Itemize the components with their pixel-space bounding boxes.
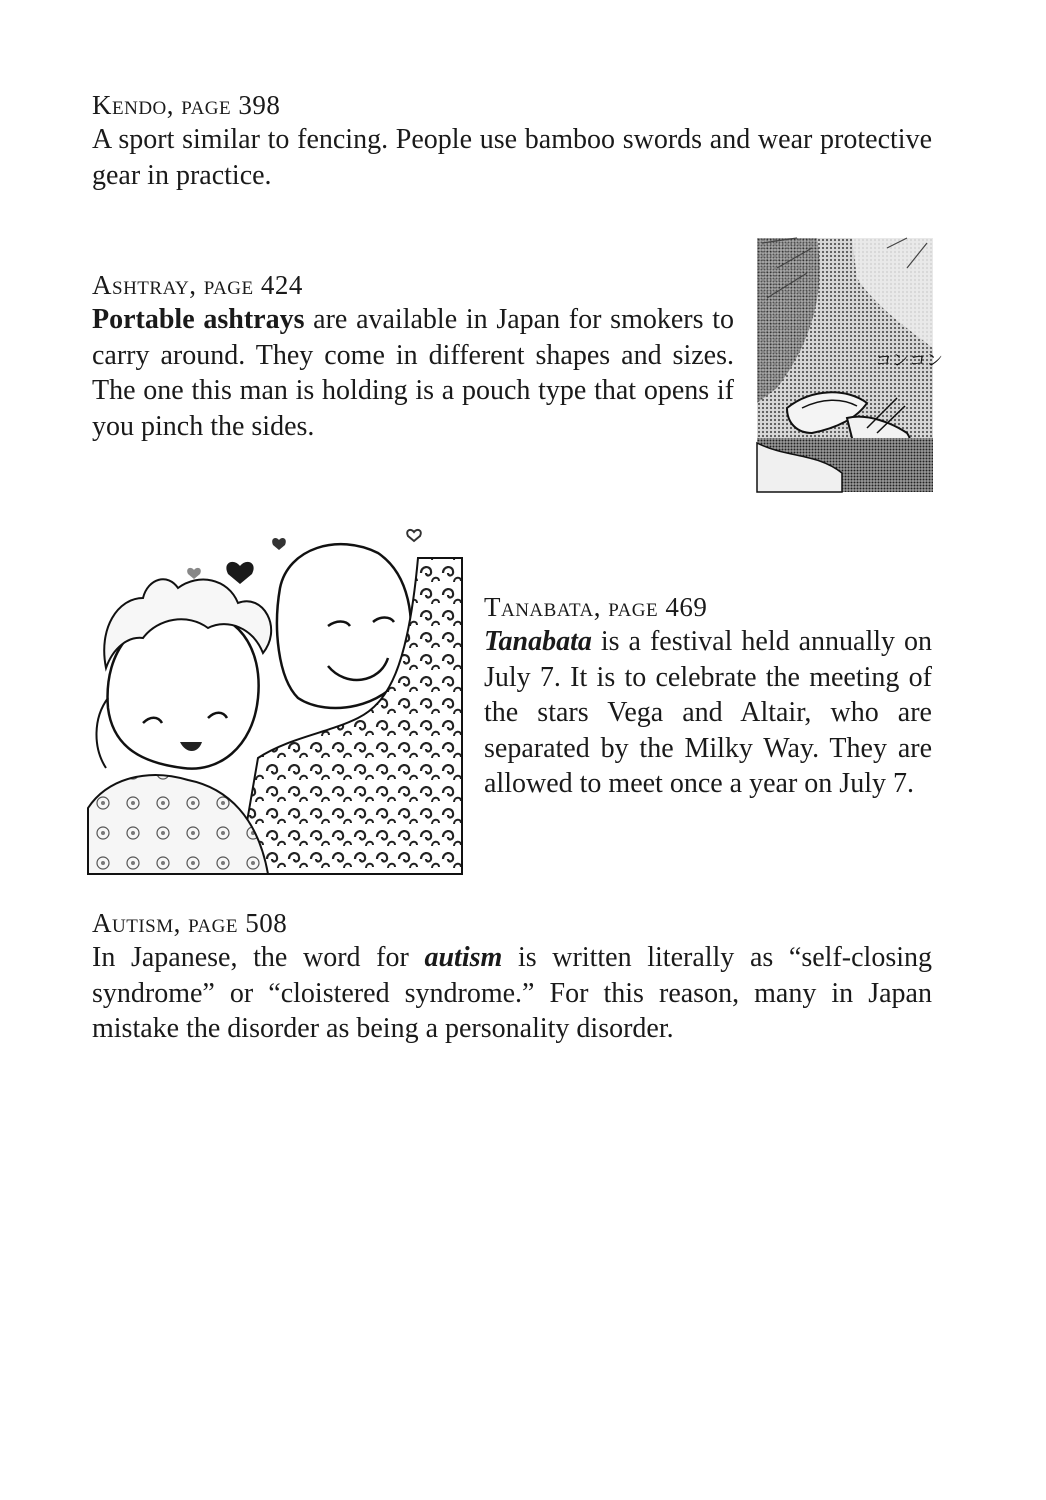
entry-term: autism	[424, 942, 503, 973]
entry-heading: Kendo, page 398	[92, 90, 281, 120]
entry-term: Tanabata	[484, 626, 592, 657]
glossary-entry-ashtray	[92, 268, 734, 444]
glossary-entry-tanabata	[484, 590, 932, 802]
entry-body	[92, 302, 734, 444]
entry-body: A sport similar to fencing. People use bamboo swords and wear protective gear in practice.	[92, 124, 932, 191]
entry-body	[92, 940, 932, 1047]
entry-term: Portable ashtrays	[92, 304, 305, 335]
entry-body-rest: is a festival held annually on July 7. It is to celebrate the meeting of the stars Vega and Altair, who are separated by the Milky Way. They are allowed to meet once a year on July 7.	[484, 626, 932, 799]
tanabata-manga-panel	[88, 518, 462, 874]
sfx-text: コンコン	[875, 351, 943, 371]
ashtray-manga-panel	[757, 238, 943, 492]
glossary-entry-autism	[92, 906, 932, 1047]
entry-heading: Autism, page 508	[92, 908, 288, 938]
entry-heading: Ashtray, page 424	[92, 270, 303, 300]
entry-body-rest: are available in Japan for smokers to carry around. They come in different shapes and sizes. The one this man is holding is a pouch type that opens if you pinch the sides.	[92, 304, 734, 442]
entry-body-after: is written literally as “self-closing syndrome” or “cloistered syndrome.” For this reason, many in Japan mistake the disorder as being a personality disorder.	[92, 942, 932, 1044]
glossary-entry-kendo	[92, 88, 932, 193]
entry-body	[484, 624, 932, 802]
entry-body-before: In Japanese, the word for	[92, 942, 425, 973]
entry-heading: Tanabata, page 469	[484, 592, 708, 622]
